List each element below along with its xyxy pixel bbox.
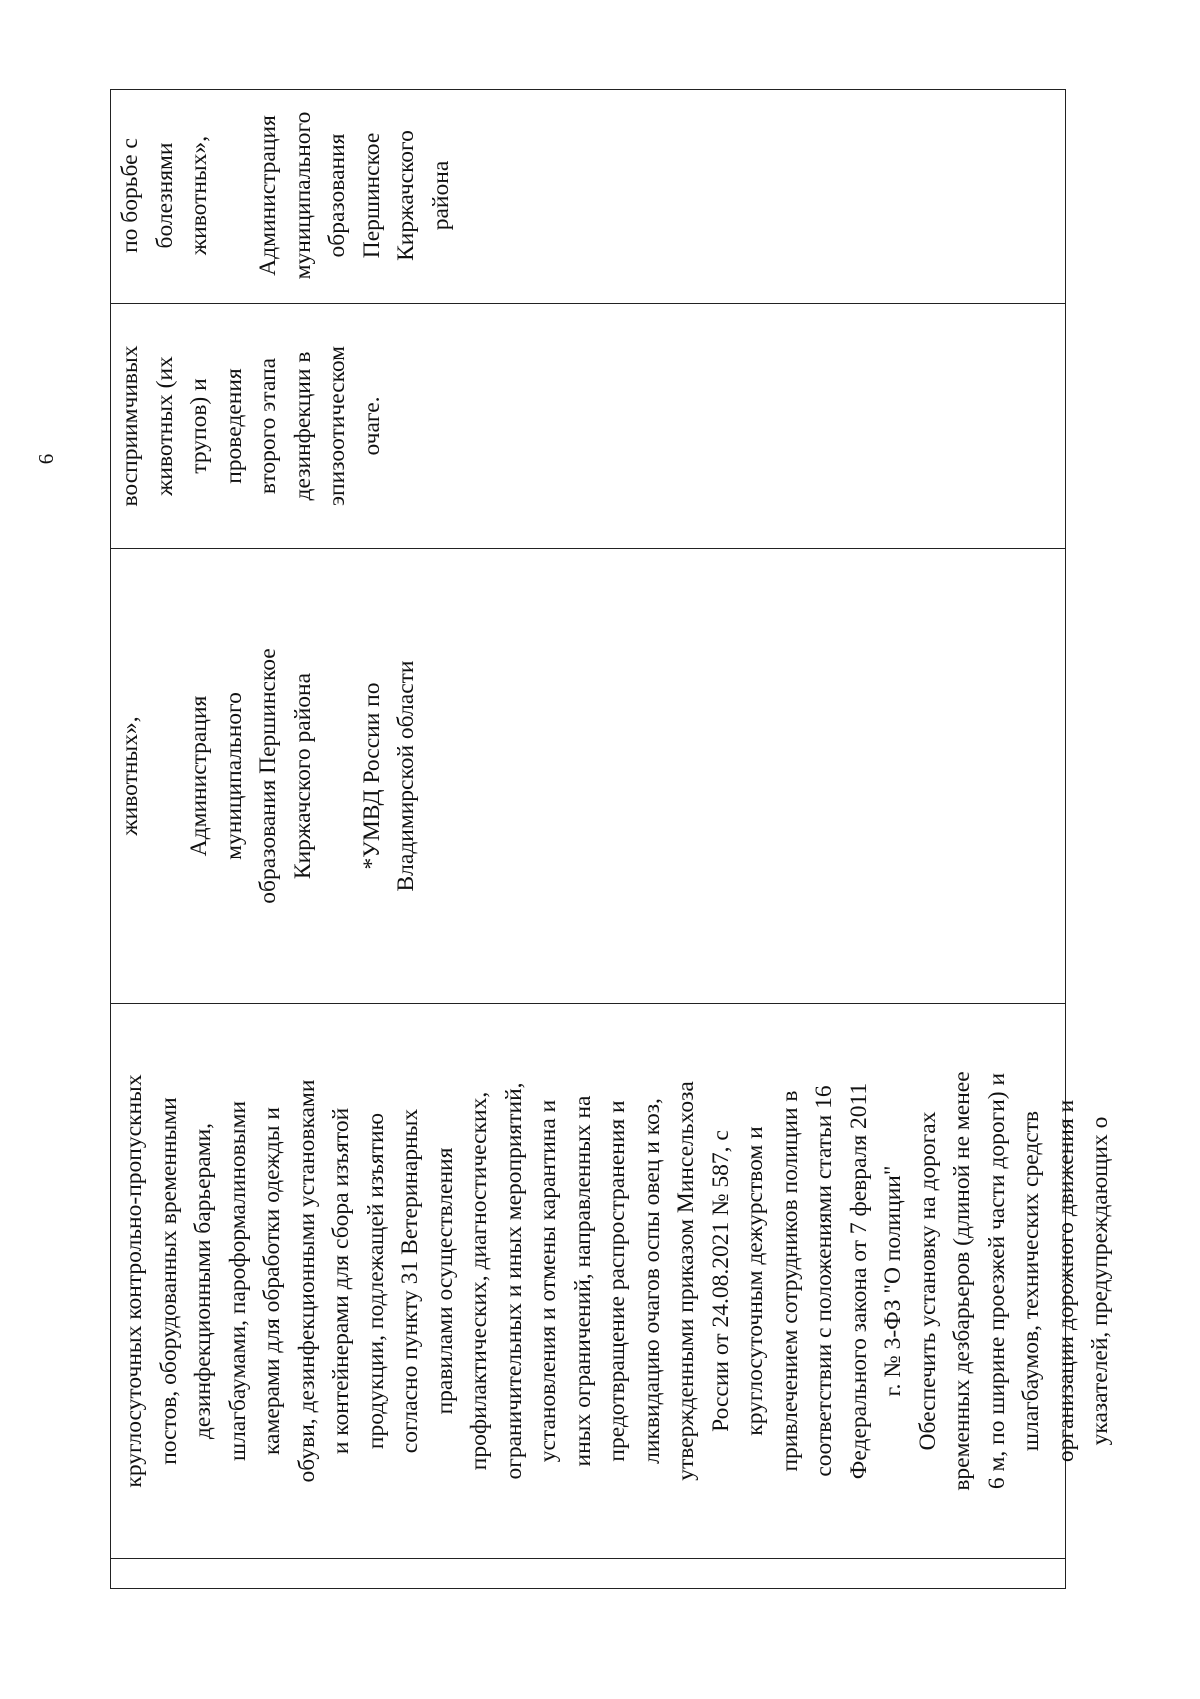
text-line: организации дорожного движения и xyxy=(1052,1099,1079,1463)
text-line: Киржачского района xyxy=(289,672,316,880)
text-line: образования Першинское xyxy=(255,648,281,904)
text-line: и контейнерами для сбора изъятой xyxy=(328,1107,354,1455)
executor-text-top xyxy=(113,94,217,297)
text-line: круглосуточных контрольно-пропускных xyxy=(121,1074,147,1488)
term-cell xyxy=(111,303,1065,548)
text-line: временных дезбарьеров (длиной не менее xyxy=(949,1071,975,1491)
text-line: согласно пункту 31 Ветеринарных xyxy=(397,1108,423,1454)
text-line: утвержденными приказом Минсельхоза xyxy=(673,1081,699,1481)
text-line: очаге. xyxy=(358,396,385,456)
text-line: России от 24.08.2021 № 587, с xyxy=(707,1130,734,1432)
text-line: обуви, дезинфекционными установками xyxy=(293,1079,320,1483)
executor-cell xyxy=(111,88,1065,303)
text-line: эпизоотическом xyxy=(324,345,350,507)
text-line: правилами осуществления xyxy=(431,1147,458,1415)
text-line: камерами для обработки одежды и xyxy=(259,1107,285,1455)
responsible-text-top xyxy=(113,555,148,997)
text-line: Обеспечить установку на дорогах xyxy=(914,1111,941,1451)
text-line: животных (их xyxy=(151,356,178,496)
text-line: шлагбаумами, пароформалиновыми xyxy=(224,1100,251,1462)
term-text xyxy=(113,310,389,542)
text-line: животных», xyxy=(186,135,212,256)
measures-cell xyxy=(111,1003,1113,1558)
text-line: круглосуточным дежурством и xyxy=(742,1126,768,1436)
text-line: муниципального xyxy=(289,111,316,280)
text-line: проведения xyxy=(220,368,247,484)
text-line: болезнями xyxy=(151,142,178,249)
text-line: иных ограничений, направленных на xyxy=(569,1095,596,1467)
text-line: соответствии с положениями статьи 16 xyxy=(811,1085,837,1477)
text-line: продукции, подлежащей изъятию xyxy=(362,1112,389,1450)
text-line: шлагбаумов, технических средств xyxy=(1018,1110,1044,1452)
text-line: второго этапа xyxy=(255,357,281,495)
number-cell xyxy=(111,1558,1065,1588)
rotated-document xyxy=(34,89,1113,1589)
text-line: установления и отмены карантина и xyxy=(535,1099,561,1463)
text-line: образования xyxy=(324,133,350,258)
text-line: дезинфекционными барьерами, xyxy=(190,1122,216,1440)
page-number: 6 xyxy=(34,453,58,465)
text-line: привлечением сотрудников полиции в xyxy=(776,1090,803,1472)
text-line: профилактических, диагностических, xyxy=(466,1091,492,1471)
text-line: Владимирской области xyxy=(393,660,419,892)
text-line: животных», xyxy=(117,716,143,836)
text-line: района xyxy=(427,160,454,231)
responsible-text-admin xyxy=(182,555,320,997)
measures-table xyxy=(110,89,1113,1589)
responsible-cell xyxy=(111,548,1065,1003)
text-line: указателей, предупреждающих о xyxy=(1087,1116,1113,1446)
text-line: Першинское xyxy=(358,132,385,259)
executor-text-admin xyxy=(251,94,458,297)
text-line: Администрация xyxy=(186,695,212,857)
text-line: 6 м, по ширине проезжей части дороги) и xyxy=(983,1072,1010,1490)
text-line: Администрация xyxy=(255,115,281,276)
text-line: Киржачского xyxy=(393,130,419,261)
responsible-text-police xyxy=(355,555,424,997)
text-line: предотвращение распространения и xyxy=(604,1100,630,1462)
text-line: *УМВД России по xyxy=(358,682,385,870)
measures-text xyxy=(117,1010,1118,1552)
text-line: г. № 3-ФЗ "О полиции" xyxy=(880,1165,906,1397)
text-line: по борьбе с xyxy=(117,138,143,253)
text-line: восприимчивых xyxy=(117,345,143,507)
text-line: дезинфекции в xyxy=(289,351,316,501)
text-line: Федерального закона от 7 февраля 2011 xyxy=(845,1082,872,1480)
text-line: муниципального xyxy=(220,692,247,860)
text-line: ликвидацию очагов оспы овец и коз, xyxy=(638,1098,665,1464)
text-line: ограничительных и иных мероприятий, xyxy=(500,1082,527,1480)
text-line: постов, оборудованных временными xyxy=(155,1097,182,1465)
text-line: трупов) и xyxy=(186,378,212,474)
